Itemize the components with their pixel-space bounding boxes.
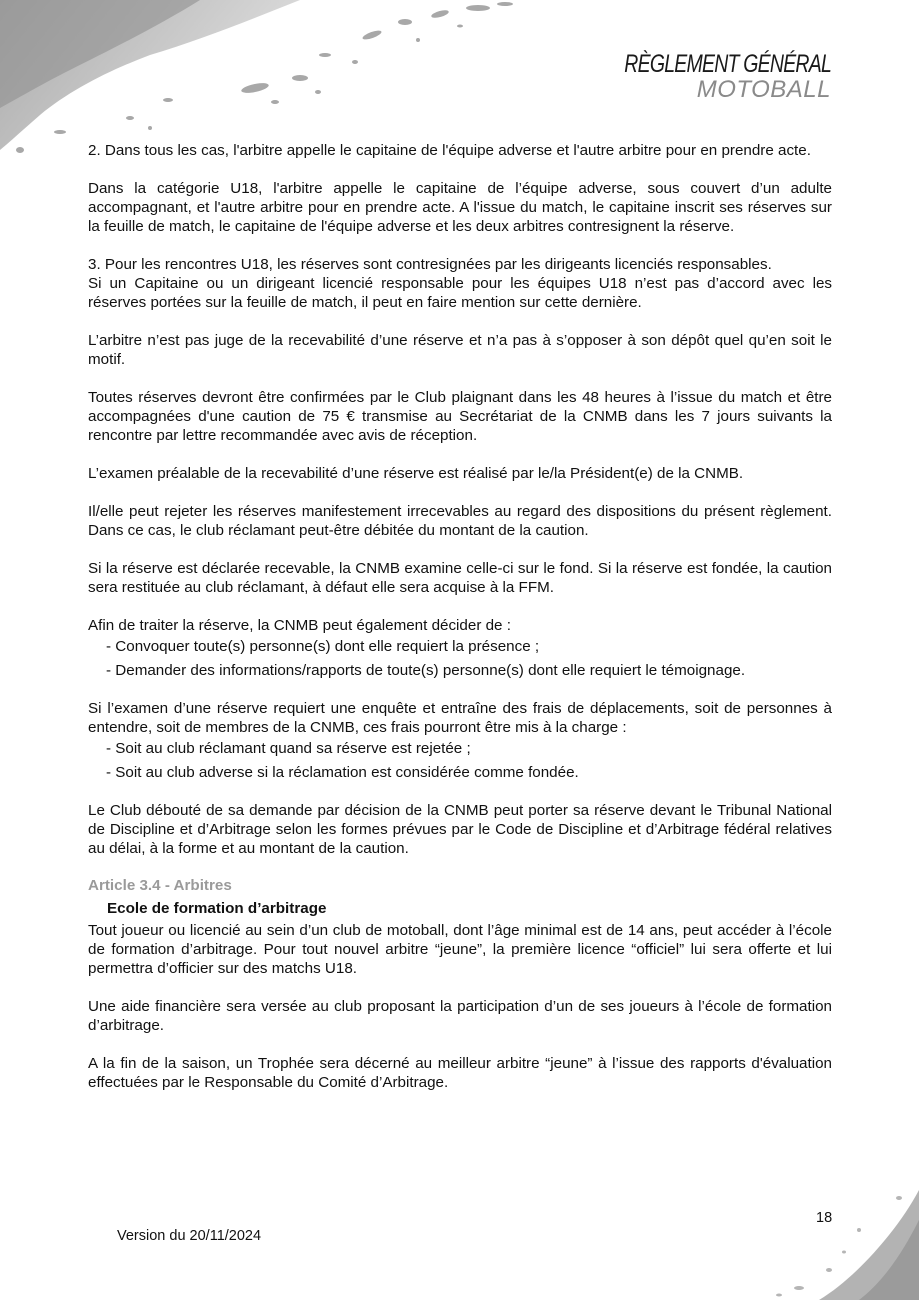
paragraph: Le Club débouté de sa demande par décision de la CNMB peut porter sa réserve devant le Tribunal National de Discipline et d’Arbitrage selon les formes prévues par le Code de Discipline et d’Arbitrage fédéral relatives au délai, à la forme et au montant de la caution. [88,802,832,857]
paragraph: Toutes réserves devront être confirmées par le Club plaignant dans les 48 heures à l’issue du match et être accompagnées d'une caution de 75 € transmise au Secrétariat de la CNMB dans les 7 jours suivants la rencontre par lettre recommandée avec avis de réception. [88,389,832,444]
decorative-corner-bottom-right [759,1190,919,1300]
header-title-line2: MOTOBALL [696,76,831,103]
paragraph: Si l’examen d’une réserve requiert une enquête et entraîne des frais de déplacements, soit de personnes à entendre, soit de membres de la CNMB, ces frais pourront être mis à la charge : [88,700,832,736]
paragraph: Dans la catégorie U18, l'arbitre appelle le capitaine de l’équipe adverse, sous couvert d’un adulte accompagnant, et l'autre arbitre pour en prendre acte. A l'issue du match, le capitaine inscrit ses réserves sur la feuille de match, le capitaine de l'équipe adverse et les deux arbitres contresignent la réserve. [88,180,832,235]
paragraph: 2. Dans tous les cas, l'arbitre appelle le capitaine de l'équipe adverse et l'autre arbitre pour en prendre acte. [88,142,811,159]
list-item: - Soit au club réclamant quand sa réserve est rejetée ; [106,739,832,758]
page-number: 18 [816,1210,833,1226]
decorative-corner-top-left [0,0,520,160]
list-item: - Soit au club adverse si la réclamation est considérée comme fondée. [106,763,832,782]
list-item: - Demander des informations/rapports de toute(s) personne(s) dont elle requiert le témoignage. [106,661,832,680]
paragraph: Une aide financière sera versée au club proposant la participation d’un de ses joueurs à l’école de formation d’arbitrage. [88,998,832,1034]
article-heading: Article 3.4 - Arbitres [88,877,232,894]
paragraph: Si un Capitaine ou un dirigeant licencié responsable pour les équipes U18 n’est pas d’accord avec les réserves portées sur la feuille de match, il peut en faire mention sur cette dernière. [88,275,832,311]
paragraph: Tout joueur ou licencié au sein d’un club de motoball, dont l’âge minimal est de 14 ans, peut accéder à l’école de formation d’arbitrage. Pour tout nouvel arbitre “jeune”, la première licence “officiel” lui sera offerte et lui permettra d’officier sur des matchs U18. [88,922,832,977]
bullet-list [88,637,832,680]
paragraph: Si la réserve est déclarée recevable, la CNMB examine celle-ci sur le fond. Si la réserve est fondée, la caution sera restituée au club réclamant, à défaut elle sera acquise à la FFM. [88,560,832,596]
paragraph: A la fin de la saison, un Trophée sera décerné au meilleur arbitre “jeune” à l’issue des rapports d'évaluation effectuées par le Responsable du Comité d’Arbitrage. [88,1055,832,1091]
paragraph: 3. Pour les rencontres U18, les réserves sont contresignées par les dirigeants licenciés responsables. [88,256,772,273]
header-title-line1: RÈGLEMENT GÉNÉRAL [624,50,831,78]
section-subheading: Ecole de formation d’arbitrage [107,900,327,917]
paragraph: Il/elle peut rejeter les réserves manifestement irrecevables au regard des dispositions du présent règlement. Dans ce cas, le club réclamant peut-être débitée du montant de la caution. [88,503,832,539]
paragraph: Afin de traiter la réserve, la CNMB peut également décider de : [88,617,511,634]
document-header-title [566,52,831,102]
paragraph: L’arbitre n’est pas juge de la recevabilité d’une réserve et n’a pas à s’opposer à son dépôt quel qu’en soit le motif. [88,332,832,368]
document-body [88,141,832,1111]
paragraph: L’examen préalable de la recevabilité d’une réserve est réalisé par le/la Président(e) de la CNMB. [88,465,744,482]
footer-version: Version du 20/11/2024 [117,1228,262,1244]
bullet-list [88,739,832,782]
list-item: - Convoquer toute(s) personne(s) dont elle requiert la présence ; [106,637,832,656]
